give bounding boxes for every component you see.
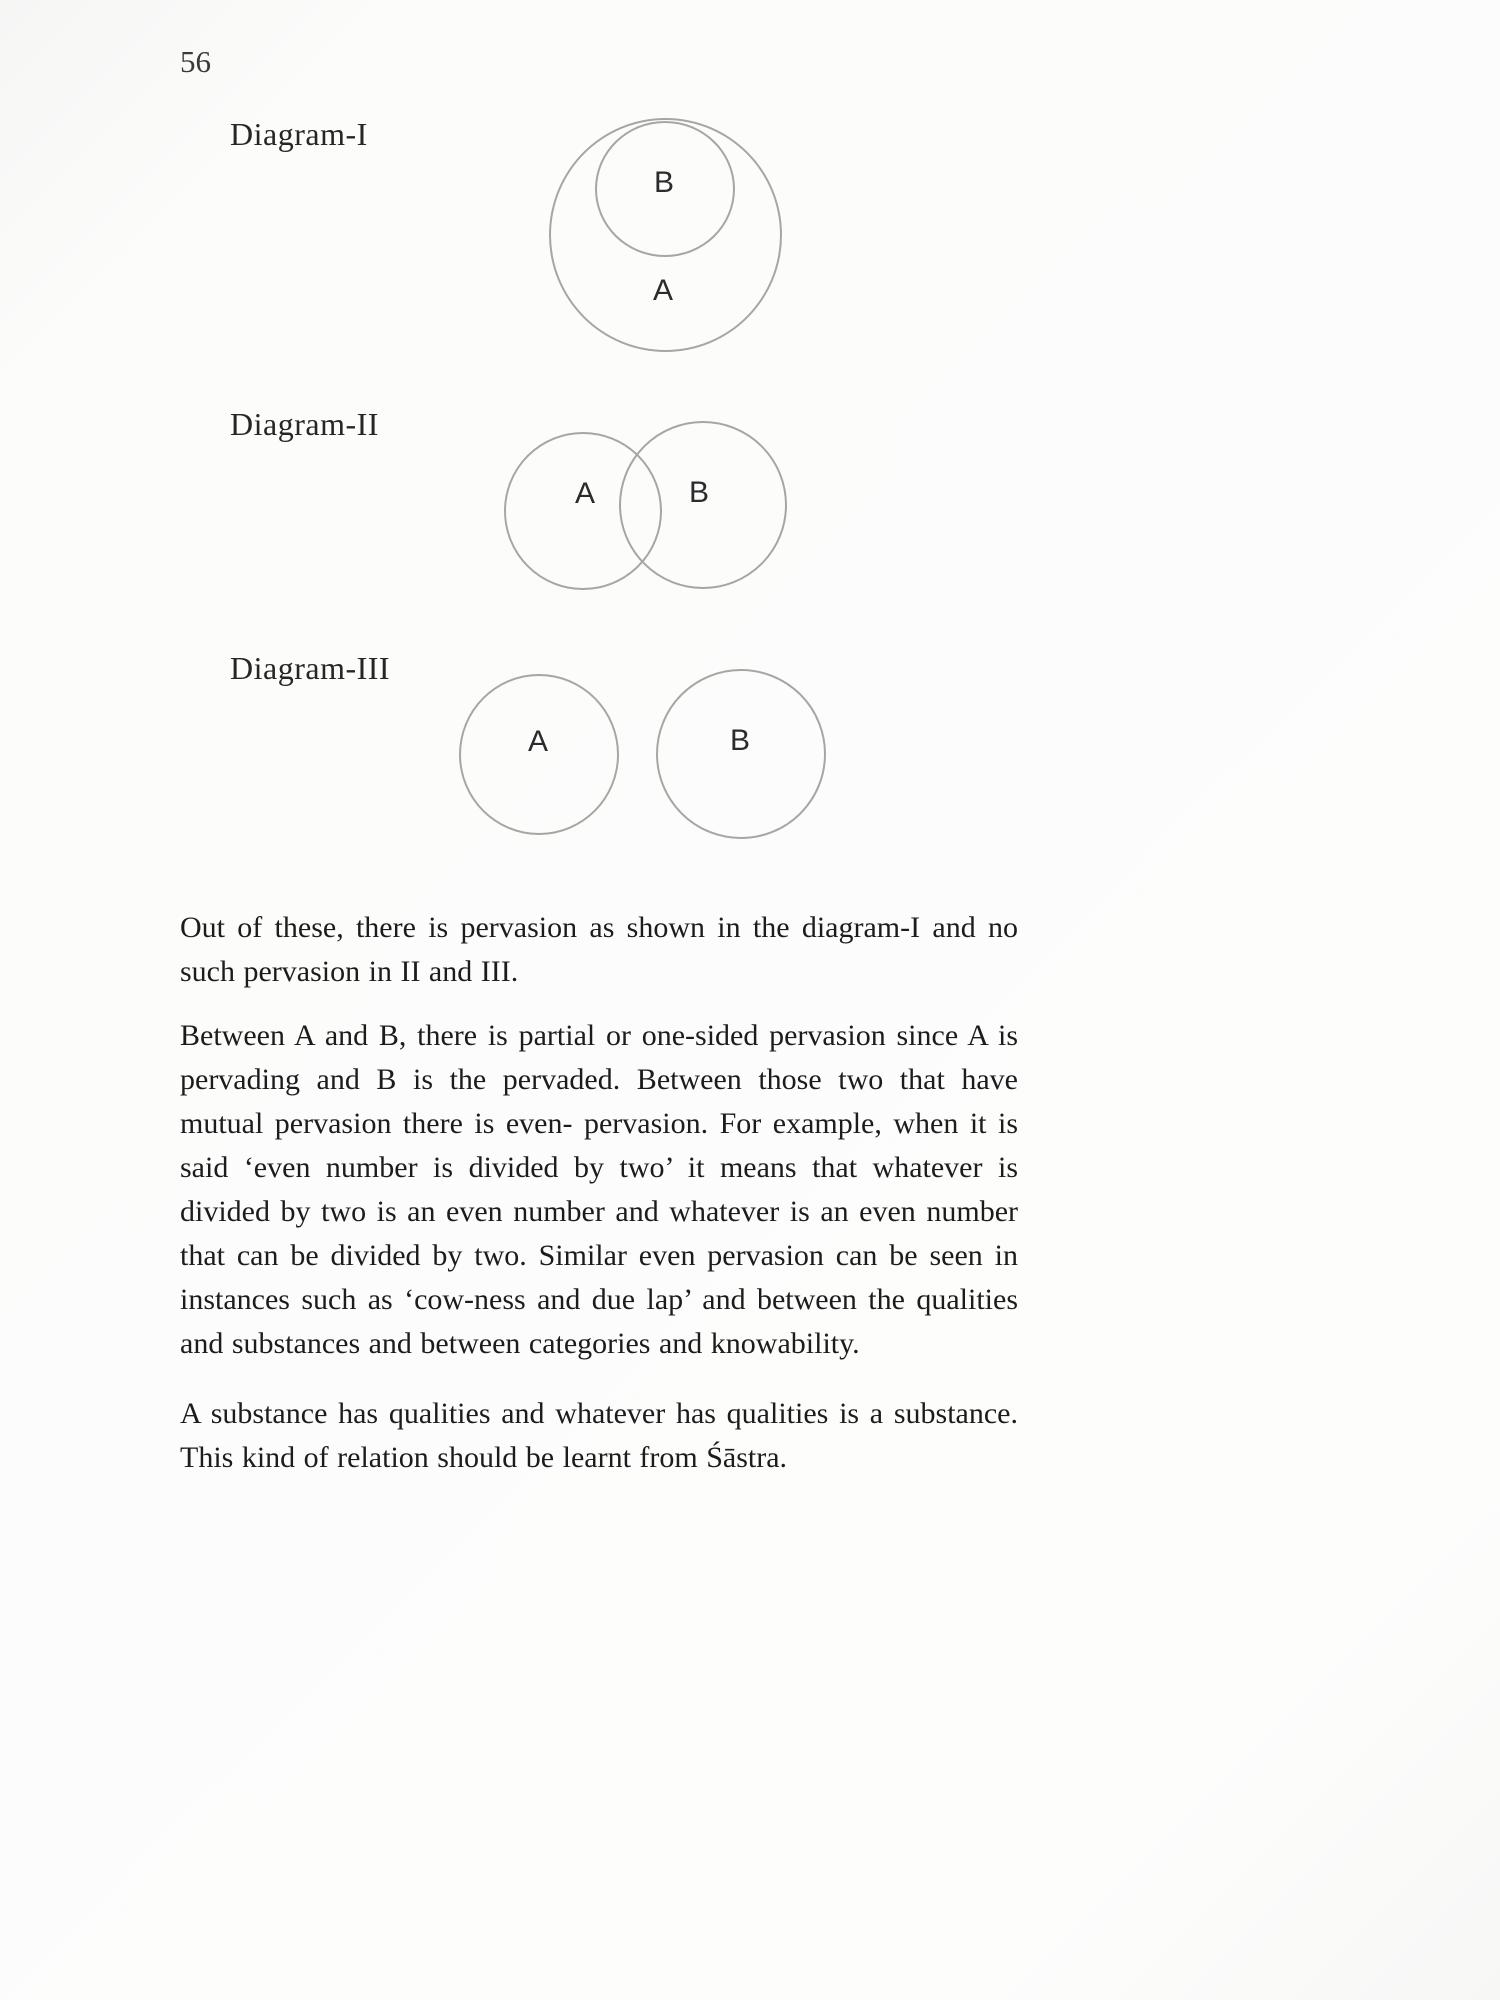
diagram2-right-circle-label: B [688, 476, 710, 509]
body-text [180, 906, 1018, 1480]
paragraph-substance-qualities: A substance has qualities and whatever has qualities is a substance. This kind of relation should be learnt from Śāstra. [180, 1397, 1018, 1474]
paragraph-pervasion-summary: Out of these, there is pervasion as shown in the diagram-I and no such pervasion in II and III. [180, 911, 1018, 988]
diagram2-title: Diagram-II [230, 406, 379, 442]
paragraph-pervasion-explanation: Between A and B, there is partial or one-sided pervasion since A is pervading and B is the pervaded. Between those two that have mutual pervasion there is even- pervasion. For example, when it is said ‘even number is divided by two’ it means that whatever is divided by two is an even number and whatever is an even number that can be divided by two. Similar even pervasion can be seen in instances such as ‘cow-ness and due lap’ and between the qualities and substances and between categories and knowability. [180, 1019, 1018, 1360]
diagram1-outer-circle-label: A [652, 274, 674, 307]
page-number: 56 [180, 44, 211, 79]
diagram2-left-circle-label: A [574, 477, 596, 510]
diagram1-inner-circle-label: B [653, 166, 675, 199]
diagram3-left-circle-label: A [527, 725, 549, 758]
diagram3-right-circle-label: B [729, 724, 751, 757]
diagram1-title: Diagram-I [230, 116, 368, 152]
diagram3-title: Diagram-III [230, 650, 391, 686]
